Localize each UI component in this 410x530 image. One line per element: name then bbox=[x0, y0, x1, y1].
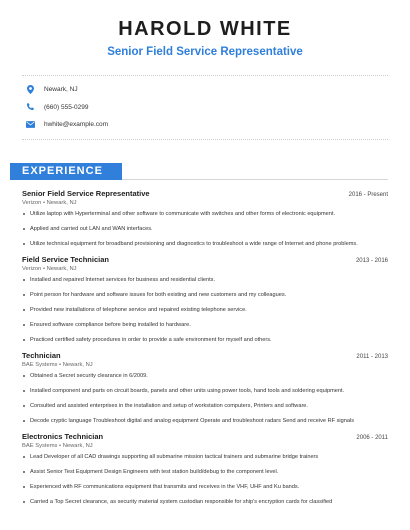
company-location: Newark, NJ bbox=[46, 266, 77, 272]
job-title: Senior Field Service Representative bbox=[22, 189, 150, 198]
list-item: Assist Senior Test Equipment Design Engineers with test station build/debug to the component level. bbox=[22, 468, 388, 476]
section-divider bbox=[122, 179, 388, 180]
job-bullets bbox=[22, 276, 388, 344]
list-item: Point person for hardware and software issues for both existing and new customers and my colleagues. bbox=[22, 291, 388, 299]
job-company: Verizon • Newark, NJ bbox=[22, 200, 77, 206]
job-company: BAE Systems • Newark, NJ bbox=[22, 443, 93, 449]
company-location: Newark, NJ bbox=[46, 200, 77, 206]
list-item: Installed and repaired Internet services for business and residential clients. bbox=[22, 276, 388, 284]
list-item: Practiced certified safety procedures in order to provide a safe environment for myself and others. bbox=[22, 336, 388, 344]
company-location: Newark, NJ bbox=[62, 443, 93, 449]
company-name: BAE Systems bbox=[22, 443, 58, 449]
contact-location-text: Newark, NJ bbox=[44, 86, 78, 94]
contact-email-text: hwhite@example.com bbox=[44, 121, 109, 129]
list-item: Applied and carried out LAN and WAN interfaces. bbox=[22, 225, 388, 233]
job-dates: 2011 - 2013 bbox=[356, 354, 388, 360]
list-item: Utilize laptop with Hyperterminal and other software to communicate with switches and other forms of electronic equipment. bbox=[22, 210, 388, 218]
contact-location bbox=[22, 81, 388, 99]
list-item: Obtained a Secret security clearance in 6/2009. bbox=[22, 372, 388, 380]
list-item: Consulted and assisted enterprises in the installation and setup of workstation computers, Printers and software. bbox=[22, 402, 388, 410]
list-item: Lead Developer of all CAD drawings supporting all submarine mission tactical trainers and submarine bridge trainers bbox=[22, 453, 388, 461]
list-item: Provided new installations of telephone service and repaired existing telephone service. bbox=[22, 306, 388, 314]
job-entry bbox=[22, 255, 388, 344]
location-pin-icon bbox=[22, 84, 38, 96]
experience-list bbox=[22, 189, 388, 513]
email-icon bbox=[22, 119, 38, 131]
contact-info bbox=[22, 75, 388, 140]
job-title: Electronics Technician bbox=[22, 432, 104, 441]
job-dates: 2013 - 2016 bbox=[355, 258, 388, 264]
list-item: Experienced with RF communications equipment that transmits and receives in the VHF, UHF and Ku bands. bbox=[22, 483, 388, 491]
experience-heading: EXPERIENCE bbox=[10, 163, 122, 180]
list-item: Installed component and parts on circuit boards, panels and other units using power tools, hand tools and soldering equipment. bbox=[22, 387, 388, 395]
job-bullets bbox=[22, 372, 388, 425]
job-dates: 2006 - 2011 bbox=[356, 435, 388, 441]
job-company: BAE Systems • Newark, NJ bbox=[22, 362, 93, 368]
job-entry bbox=[22, 432, 388, 506]
job-company: Verizon • Newark, NJ bbox=[22, 266, 77, 272]
job-dates: 2016 - Present bbox=[348, 192, 388, 198]
candidate-title: Senior Field Service Representative bbox=[107, 46, 303, 58]
company-name: Verizon bbox=[22, 266, 42, 272]
list-item: Ensured software compliance before being installed to hardware. bbox=[22, 321, 388, 329]
contact-phone-text: (660) 555-0299 bbox=[44, 103, 89, 111]
job-entry bbox=[22, 189, 388, 248]
job-title: Field Service Technician bbox=[22, 255, 109, 264]
company-name: BAE Systems bbox=[22, 362, 58, 368]
contact-email bbox=[22, 116, 388, 134]
list-item: Carried a Top Secret clearance, as security material system custodian responsible for ship's encryption cards for classified bbox=[22, 498, 388, 506]
contact-phone bbox=[22, 99, 388, 117]
resume-header bbox=[0, 0, 410, 59]
phone-icon bbox=[22, 101, 38, 113]
job-bullets bbox=[22, 453, 388, 506]
company-name: Verizon bbox=[22, 200, 42, 206]
candidate-name: HAROLD WHITE bbox=[118, 18, 292, 40]
job-title: Technician bbox=[22, 351, 61, 360]
job-bullets bbox=[22, 210, 388, 248]
job-entry bbox=[22, 351, 388, 425]
list-item: Utilize technical equipment for broadband provisioning and diagnostics to troubleshoot a wide range of Internet and phone problems. bbox=[22, 240, 388, 248]
company-location: Newark, NJ bbox=[62, 362, 93, 368]
list-item: Decode cryptic language Troubleshoot digital and analog equipment Operate and troubleshoot radars Send and receive RF signals bbox=[22, 417, 388, 425]
